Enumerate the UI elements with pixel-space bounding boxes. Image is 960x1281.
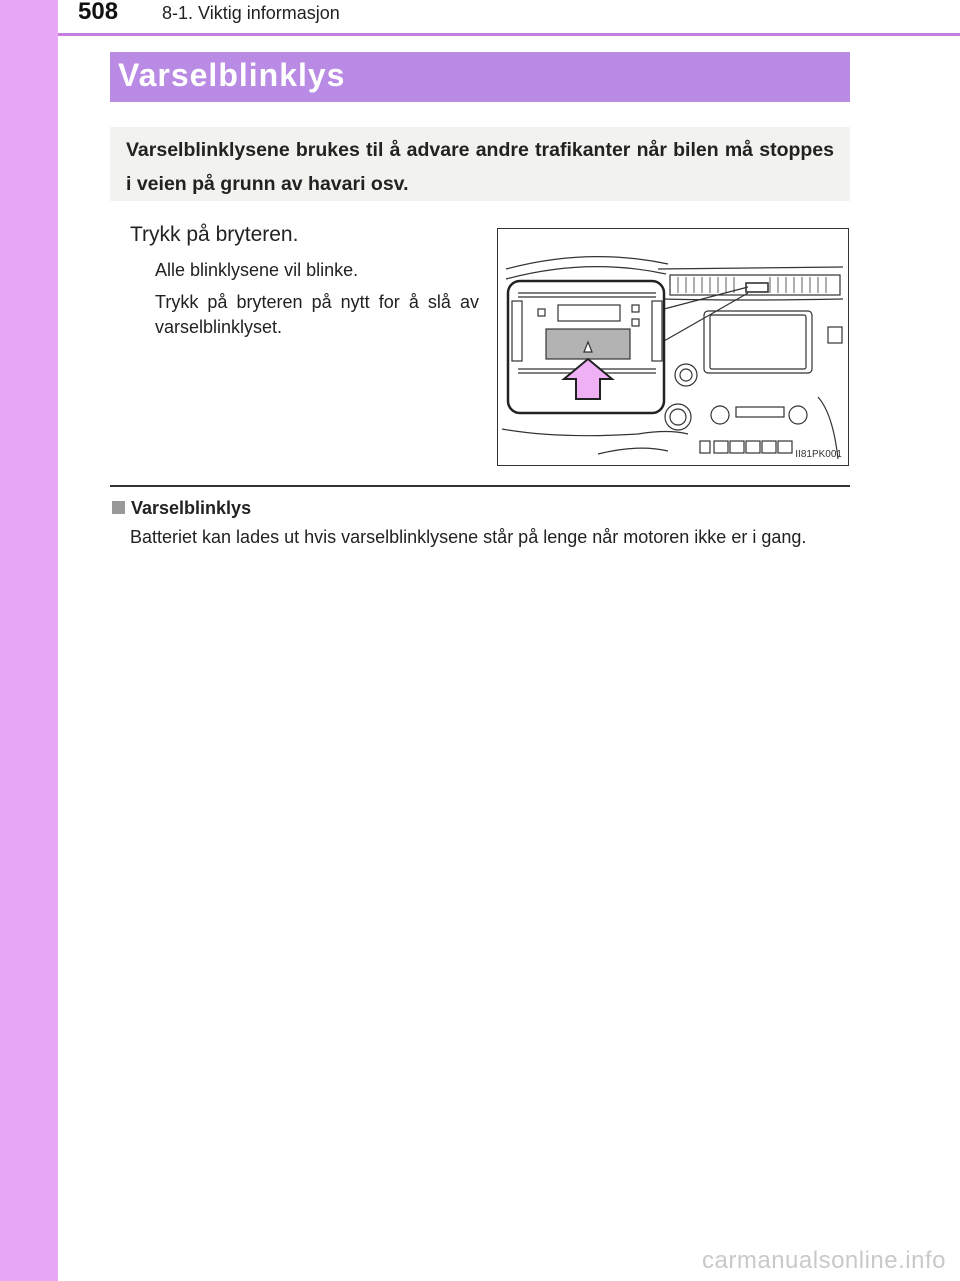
figure-code: II81PK001 bbox=[795, 449, 842, 460]
note-heading-text: Varselblinklys bbox=[131, 498, 252, 518]
section-divider bbox=[110, 485, 850, 487]
dashboard-drawing bbox=[498, 229, 847, 464]
instruction-detail-2: Trykk på bryteren på nytt for å slå av varselblinklyset. bbox=[155, 292, 479, 337]
section-title: Varselblinklys bbox=[110, 52, 850, 102]
header-divider bbox=[58, 33, 960, 36]
hazard-switch-illustration bbox=[497, 228, 849, 466]
site-watermark: carmanualsonline.info bbox=[702, 1247, 946, 1274]
note-body: Batteriet kan lades ut hvis varselblinklysene står på lenge når motoren ikke er i gang. bbox=[130, 527, 807, 547]
instruction-detail-1: Alle blinklysene vil blinke. bbox=[155, 260, 359, 280]
page-number: 508 bbox=[78, 0, 119, 25]
instruction-step: Trykk på bryteren. bbox=[130, 223, 299, 246]
chapter-title: 8-1. Viktig informasjon bbox=[162, 3, 340, 23]
bullet-square-icon bbox=[112, 501, 125, 514]
section-intro: Varselblinklysene brukes til å advare andre trafikanter når bilen må stoppes i veien på grunn av havari osv. bbox=[110, 127, 850, 201]
note-heading bbox=[112, 498, 251, 519]
chapter-sidebar bbox=[0, 0, 58, 1281]
